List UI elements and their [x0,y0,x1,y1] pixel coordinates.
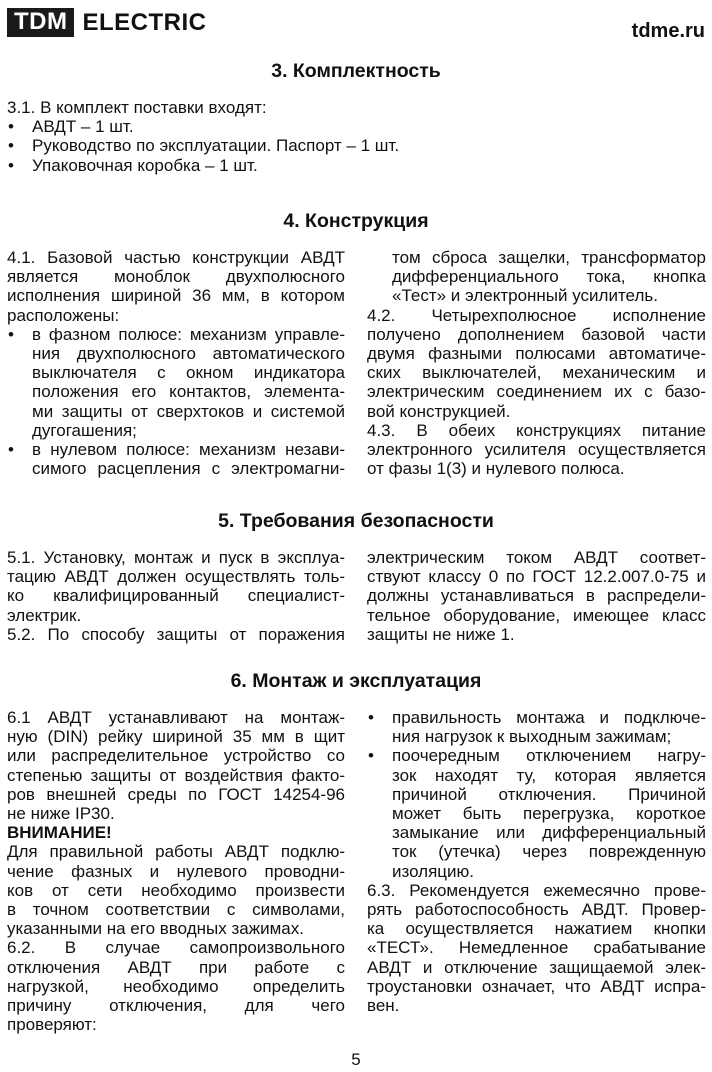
text-line: • в фазном полюсе: механизм управле- [32,324,345,344]
text-line: ния нагрузок к выходным зажимам; [392,727,672,747]
text-line: вой конструкцией. [367,401,511,421]
text-line: ток (утечка) через поврежденную [392,842,706,862]
section-5-left-column [7,548,345,644]
text-line: 6.1 АВДТ устанавливают на монтаж- [7,708,345,727]
text-line: указанными на его вводных зажимах. [7,919,304,939]
text-line: 5.1. Установку, монтаж и пуск в эксплуа- [7,548,345,567]
text-line: ную (DIN) рейку шириной 35 мм в щит [7,727,345,747]
text-line: электрик. [7,605,82,625]
text-line: ков от сети необходимо произвести [7,880,345,900]
text-line: 6.2. В случае самопроизвольного [7,938,345,958]
text-line: том сброса защелки, трансформатор [392,248,706,267]
text-line: положения его контактов, элемента- [32,382,345,402]
text-line: исполнения шириной 36 мм, в котором [7,286,345,306]
text-line: электрическим током АВДТ соответ- [367,548,706,567]
s4-bullet-continuation [367,248,706,306]
text-line: ка осуществляется нажатием кнопки [367,919,706,939]
s4-bullet-neutral [7,440,345,478]
text-line: может быть перегрузка, короткое [392,804,706,824]
text-line: 6.3. Рекомендуется ежемесячно прове- [367,880,706,900]
text-line: выключателя с окном индикатора [32,363,345,383]
text-line: дифференциального тока, кнопка [392,267,706,287]
text-line: изоляцию. [392,861,475,881]
s3-item: • Руководство по эксплуатации. Паспорт – 1 шт. [7,136,447,155]
text-line: тельное оборудование, имеющее класс [367,605,706,625]
text-line: 4.1. Базовой частью конструкции АВДТ [7,248,345,267]
section-6-right-column [367,708,706,1015]
text-line: не ниже IP30. [7,804,115,824]
text-line: симого расцепления с электромагни- [32,459,345,479]
text-line: Для правильной работы АВДТ подклю- [7,842,345,862]
tdm-electric-logo [7,8,206,37]
text-line: причину отключения, для чего [7,996,345,1016]
text-line: «Тест» и электронный усилитель. [392,286,658,306]
text-line: или распределительное устройство со [7,746,345,766]
text-line: двумя фазными полюсами автоматиче- [367,344,706,364]
section-3-body [7,98,447,175]
text-line: зок находят ту, которая является [392,765,706,785]
text-line: электронного усилителя осуществляется [367,440,706,460]
text-line: степенью защиты от воздействия факто- [7,765,345,785]
site-url: tdme.ru [631,20,705,42]
section-6-left-column [7,708,345,1034]
text-line: вен. [367,996,400,1016]
text-line: дугогашения; [32,420,137,440]
text-line: 4.3. В обеих конструкциях питание [367,420,706,440]
s4-bullet-phase [7,325,345,440]
page-header [7,4,705,40]
s3-item: • Упаковочная коробка – 1 шт. [7,156,447,175]
text-line: причиной отключения. Причиной [392,784,706,804]
text-line: электрическим соединением их с базо- [367,382,706,402]
s3-item: • АВДТ – 1 шт. [7,117,447,136]
section-3-title: 3. Комплектность [271,60,441,82]
logo-box: TDM [7,8,74,37]
text-line: ствуют классу 0 по ГОСТ 12.2.007.0-75 и [367,567,706,587]
section-5-right-column [367,548,706,644]
text-line: является моноблок двухполюсного [7,267,345,287]
s6-bullet-wiring [367,708,706,746]
text-line: ров внешней среды по ГОСТ 14254-96 [7,784,345,804]
text-line: замыкание или дифференциальный [392,823,706,843]
text-line: 5.2. По способу защиты от поражения [7,624,345,644]
text-line: ских выключателей, механическим и [367,363,706,383]
text-line: • поочередным отключением нагру- [392,746,706,766]
section-6-title: 6. Монтаж и эксплуатация [230,670,482,692]
text-line: • правильность монтажа и подключе- [392,708,706,727]
text-line: АВДТ и отключение защищаемой элек- [367,957,706,977]
text-line: 4.2. Четырехполюсное исполнение [367,305,706,325]
text-line: троустановки означает, что АВДТ испра- [367,976,706,996]
section-4-title: 4. Конструкция [283,210,429,232]
text-line: чение фазных и нулевого проводни- [7,861,345,881]
text-line: «ТЕСТ». Немедленное срабатывание [367,938,706,958]
text-line: нагрузкой, необходимо определить [7,976,345,996]
page-number: 5 [351,1050,361,1069]
s3-intro: 3.1. В комплект поставки входят: [7,98,267,117]
text-line: ми защиты от сверхтоков и системой [32,401,345,421]
text-line: ния двухполюсного автоматического [32,344,345,364]
section-4-right-column [367,248,706,478]
logo-text: ELECTRIC [82,8,207,36]
text-line: тацию АВДТ должен осуществлять толь- [7,567,345,587]
text-line: ко квалифицированный специалист- [7,586,345,606]
text-line: расположены: [7,305,120,325]
section-5-title: 5. Требования безопасности [218,510,494,532]
text-line: получено дополнением базовой части [367,324,706,344]
text-line: • в нулевом полюсе: механизм незави- [32,440,345,460]
warning-heading: ВНИМАНИЕ! [7,823,112,843]
text-line: должны устанавливаться в распредели- [367,586,706,606]
text-line: в точном соответствии с символами, [7,900,345,920]
text-line: от фазы 1(3) и нулевого полюса. [367,459,625,479]
section-4-left-column [7,248,345,478]
text-line: проверяют: [7,1015,97,1035]
text-line: отключения АВДТ при работе с [7,957,345,977]
text-line: рять работоспособность АВДТ. Провер- [367,900,706,920]
s6-bullet-loads [367,746,706,880]
text-line: защиты не ниже 1. [367,624,515,644]
